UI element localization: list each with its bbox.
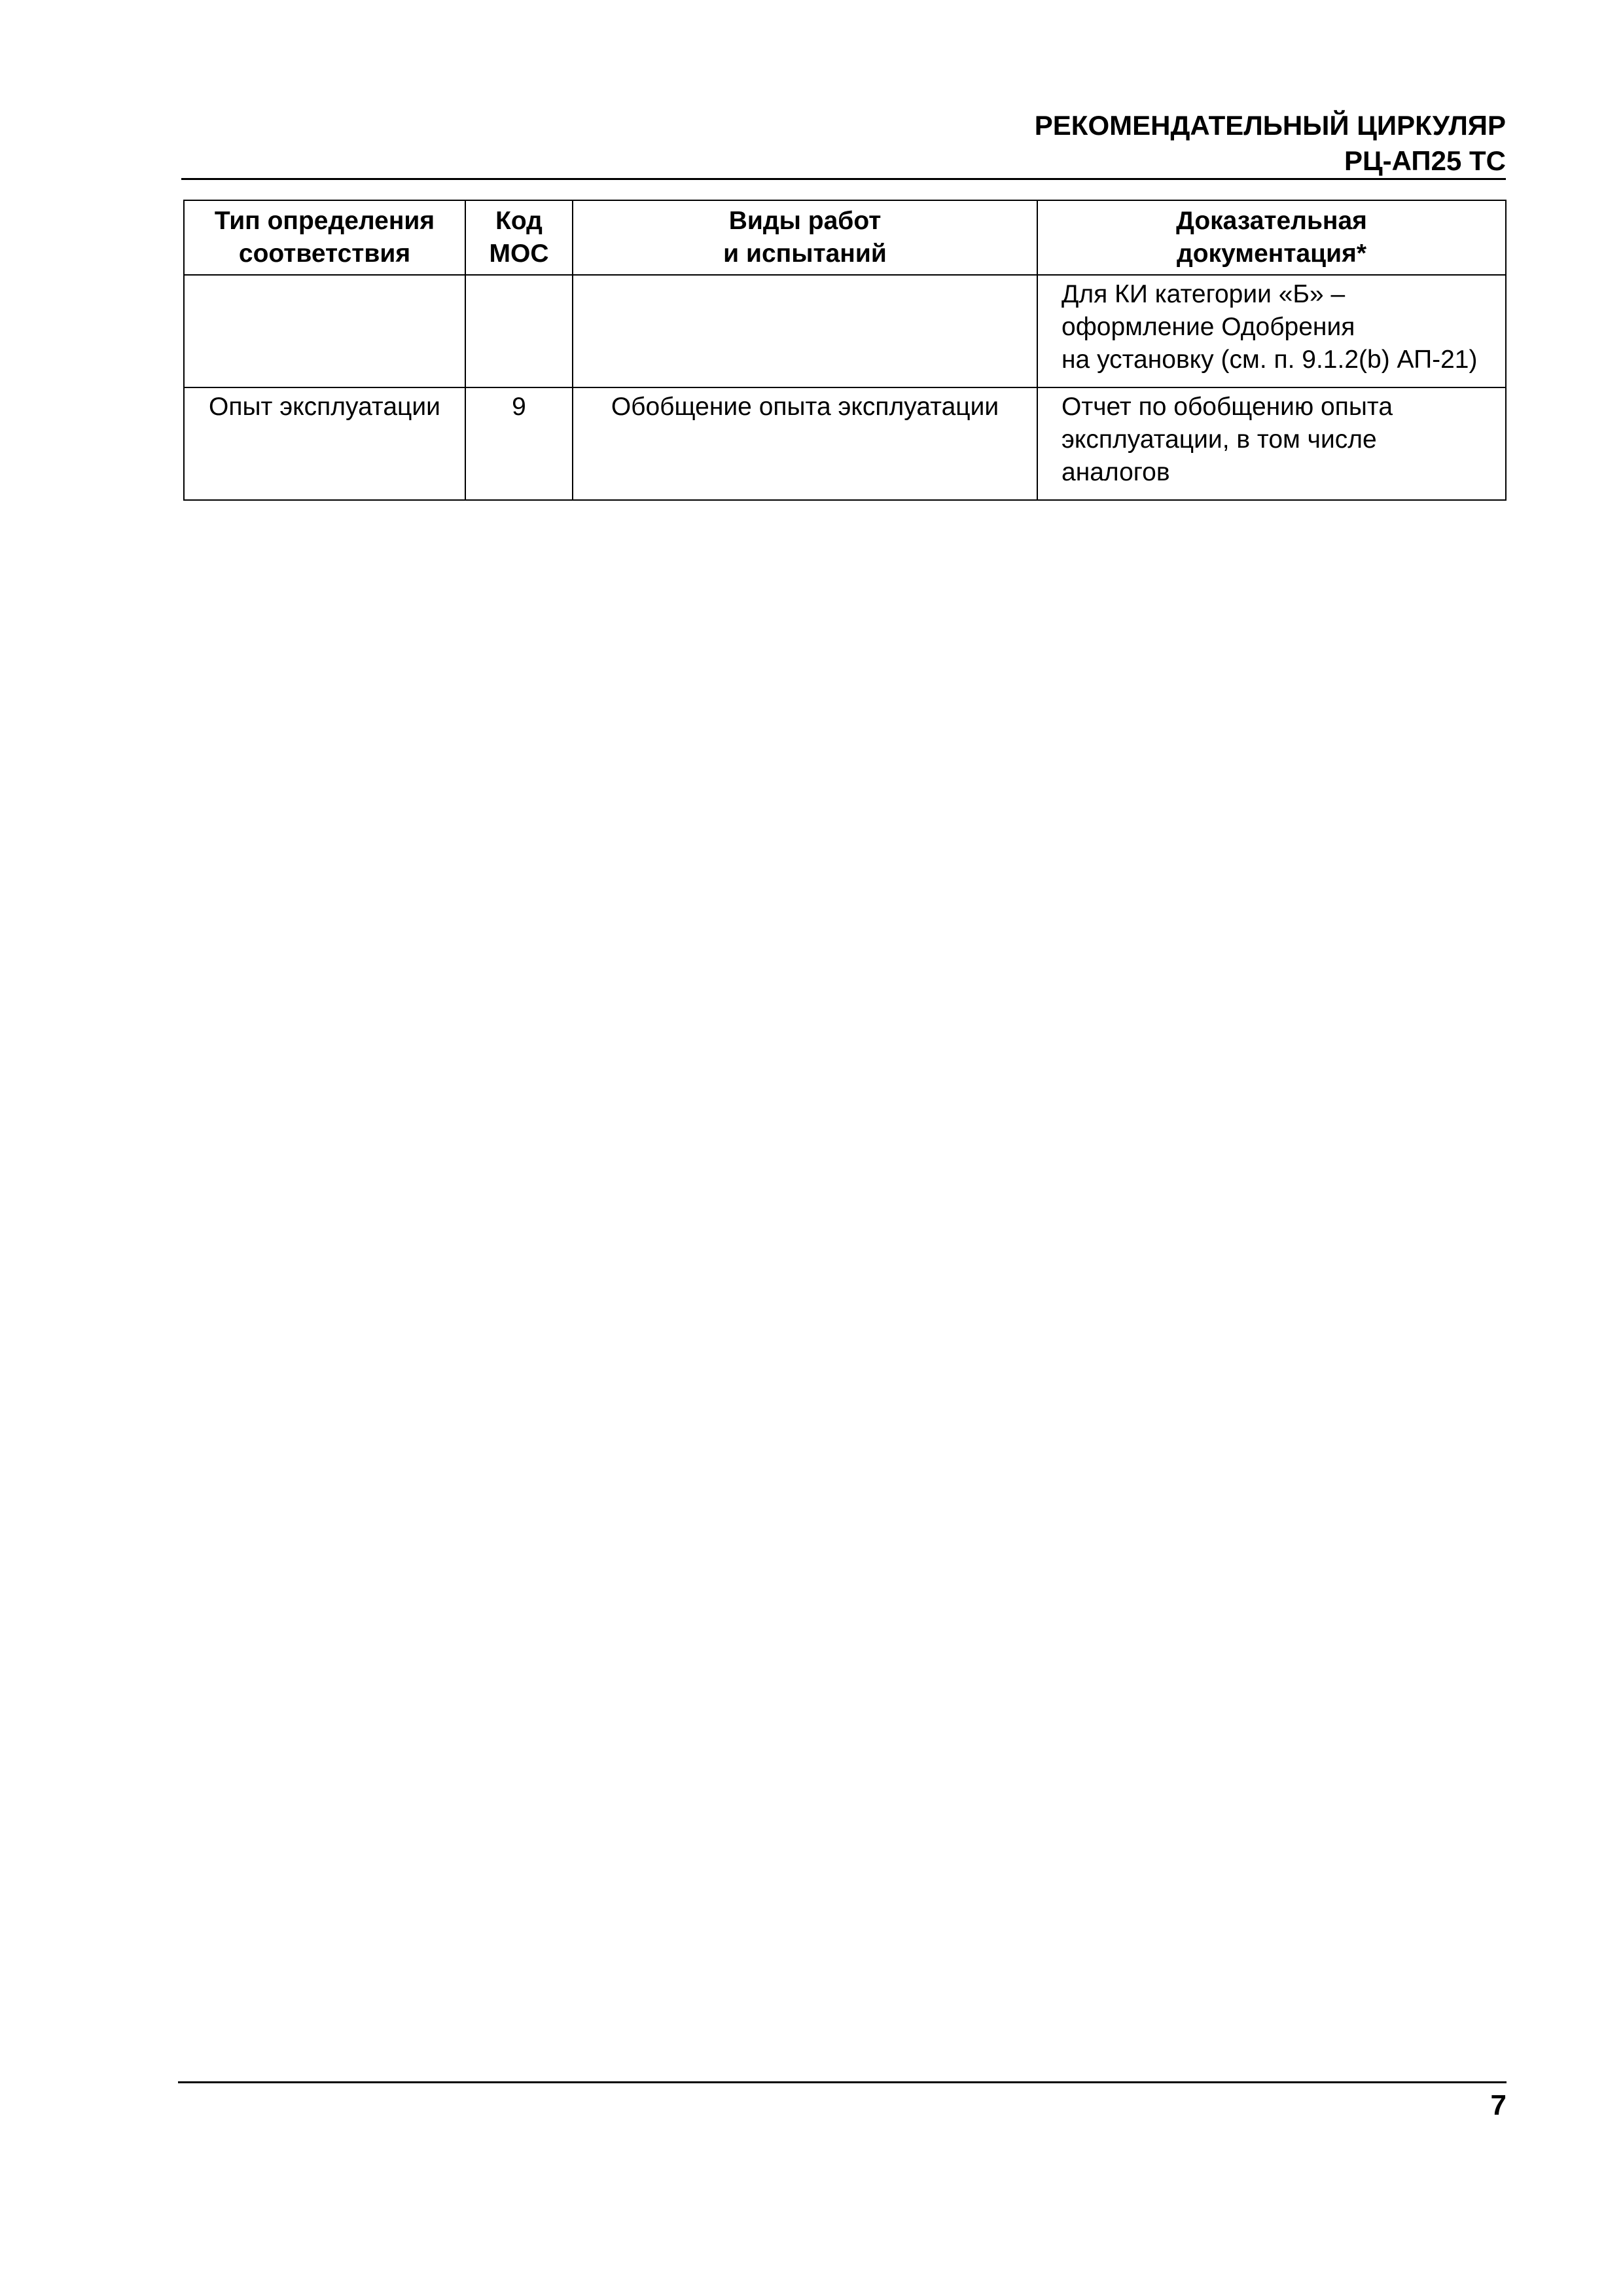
footer-rule [178,2081,1507,2083]
cell-line: Обобщение опыта эксплуатации [611,393,999,421]
compliance-table [183,200,1507,501]
table-cell [184,275,465,387]
column-header-compliance-type [184,200,465,275]
header-line: Тип определения [214,207,435,235]
header-line: МОС [489,240,549,268]
table-cell [573,387,1037,500]
page-number: 7 [1490,2089,1507,2121]
circular-code: РЦ-АП25 ТС [1344,145,1506,176]
document-header [181,108,1506,179]
cell-line: аналогов [1061,458,1170,486]
cell-line: эксплуатации, в том числе [1061,425,1377,454]
header-line: Виды работ [728,207,882,235]
table-header-row [184,200,1506,275]
cell-line: Для КИ категории «Б» – [1061,280,1346,308]
table-cell [573,275,1037,387]
cell-line: на установку (см. п. 9.1.2(b) АП-21) [1061,346,1478,374]
column-header-work-types [573,200,1037,275]
table-cell [465,275,573,387]
table-cell [1037,387,1506,500]
header-line: Доказательная [1176,207,1367,235]
header-line: и испытаний [723,240,887,268]
circular-title: РЕКОМЕНДАТЕЛЬНЫЙ ЦИРКУЛЯР [1034,110,1506,141]
table-row [184,387,1506,500]
table-cell [465,387,573,500]
table-row [184,275,1506,387]
cell-line: оформление Одобрения [1061,313,1355,341]
cell-line: Опыт эксплуатации [209,393,440,421]
table-cell [184,387,465,500]
header-line: Код [495,207,543,235]
cell-line: 9 [512,393,526,421]
header-rule [181,178,1506,180]
header-line: соответствия [238,240,411,268]
header-line: документация* [1176,240,1367,268]
column-header-evidence-docs [1037,200,1506,275]
table-cell [1037,275,1506,387]
column-header-moc-code [465,200,573,275]
cell-line: Отчет по обобщению опыта [1061,393,1393,421]
